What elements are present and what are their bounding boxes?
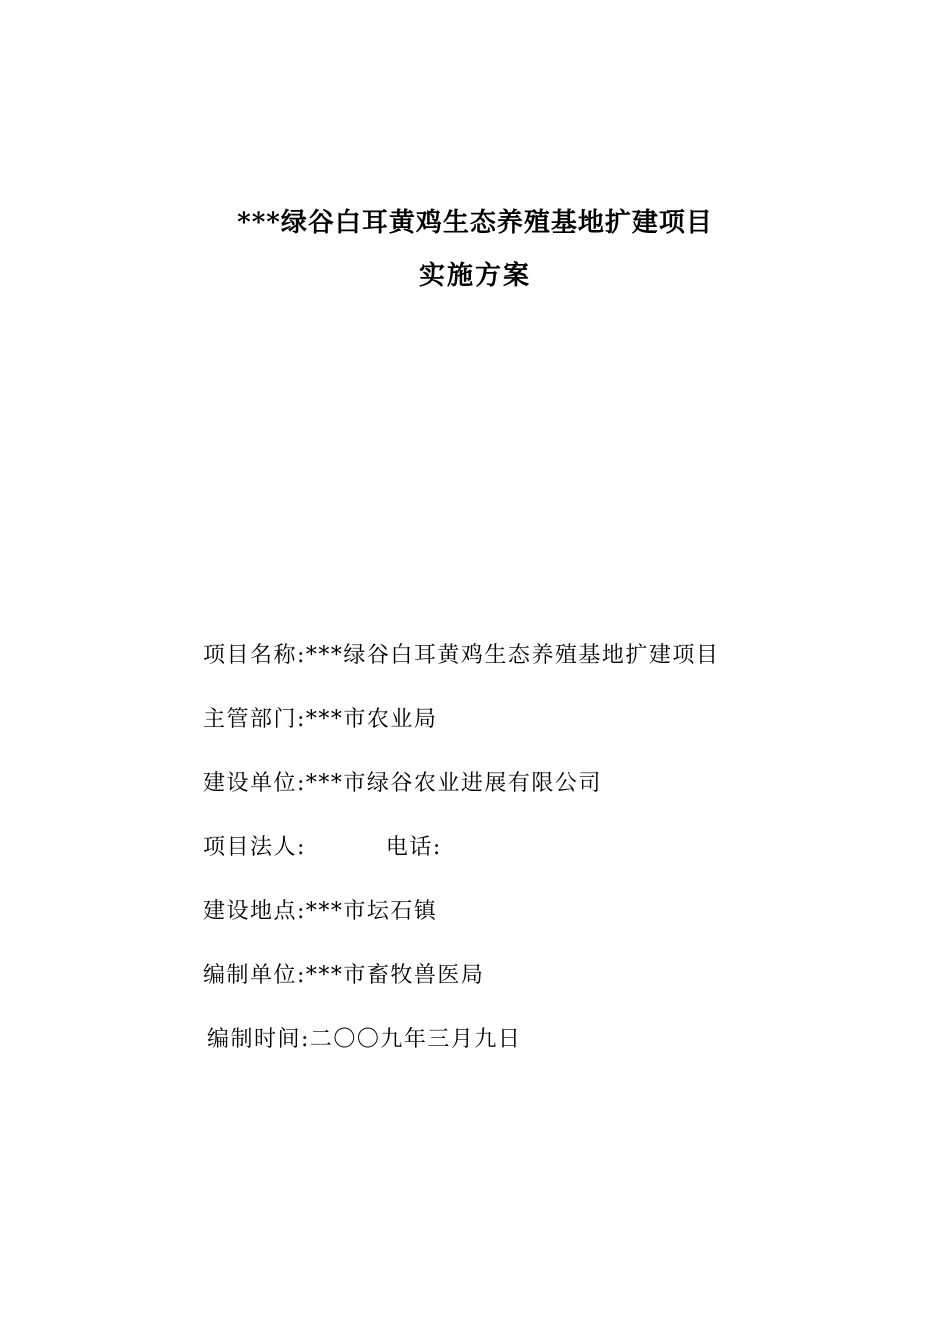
builder-label: 建设单位: xyxy=(203,771,306,796)
builder-row xyxy=(203,766,602,802)
compiler-label: 编制单位: xyxy=(203,963,306,988)
location-value: ***市坛石镇 xyxy=(305,899,438,924)
legal-person-row xyxy=(203,830,442,866)
compiler-value: ***市畜牧兽医局 xyxy=(305,963,485,988)
compile-date-value: 二〇〇九年三月九日 xyxy=(309,1027,522,1052)
phone-label: 电话: xyxy=(385,835,442,860)
location-row xyxy=(203,894,437,930)
project-name-value: ***绿谷白耳黄鸡生态养殖基地扩建项目 xyxy=(305,643,720,668)
compile-date-row xyxy=(207,1022,521,1058)
authority-value: ***市农业局 xyxy=(305,707,438,732)
authority-label: 主管部门: xyxy=(203,707,306,732)
compiler-row xyxy=(203,958,484,994)
legal-person-label: 项目法人: xyxy=(203,835,306,860)
builder-value: ***市绿谷农业进展有限公司 xyxy=(305,771,602,796)
authority-row xyxy=(203,702,437,738)
project-name-label: 项目名称: xyxy=(203,643,306,668)
document-subtitle: 实施方案 xyxy=(418,261,531,291)
compile-date-label: 编制时间: xyxy=(207,1027,310,1052)
project-name-row xyxy=(203,638,719,674)
document-title: ***绿谷白耳黄鸡生态养殖基地扩建项目 xyxy=(237,208,713,238)
location-label: 建设地点: xyxy=(203,899,306,924)
